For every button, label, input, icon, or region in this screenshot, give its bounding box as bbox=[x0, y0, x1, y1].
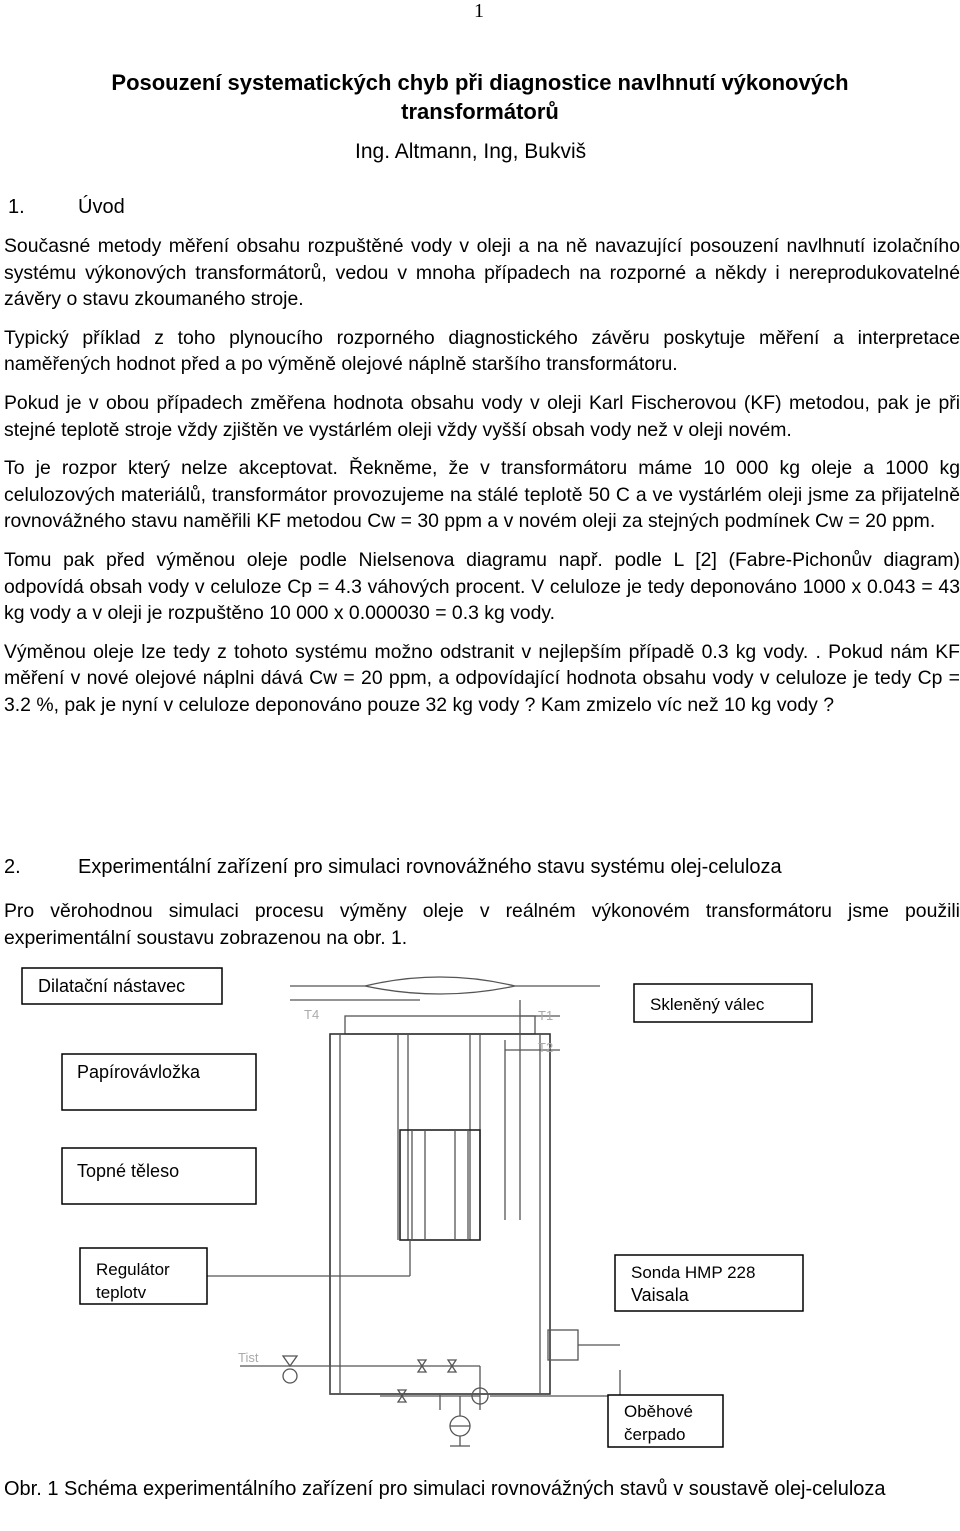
expansion-bulb bbox=[365, 977, 515, 994]
label-regulator: Regulátor bbox=[96, 1260, 170, 1279]
label-topne-teleso: Topné těleso bbox=[77, 1161, 180, 1181]
paragraph: Pro věrohodnou simulaci procesu výměny oleje v reálném výkonovém transformátoru jsme použili experimentální soustavu zobrazenou na obr. 1. bbox=[4, 900, 960, 949]
section-heading-2 bbox=[4, 856, 782, 879]
valve-wheel-icon bbox=[283, 1369, 297, 1383]
page-number: 1 bbox=[474, 0, 484, 22]
authors: Ing. Altmann, Ing, Bukviš bbox=[355, 140, 587, 163]
label-cerpadlo: čerpado bbox=[624, 1425, 686, 1444]
body-text-s2 bbox=[4, 898, 960, 963]
label-vaisala: Vaisala bbox=[631, 1285, 689, 1305]
body-text bbox=[4, 233, 960, 731]
tag-t4: T4 bbox=[304, 1007, 320, 1022]
paragraph: Současné metody měření obsahu rozpuštěné vody v oleji a na ně navazující posouzení navlhnutí izolačního systému výkonových transformátorů, vedou v mnoha případech na rozporné a někdy i nereprodukovatelné závěry o stavu zkoumaného stroje. bbox=[4, 235, 960, 311]
label-regulator-2: teplotv bbox=[96, 1283, 147, 1302]
glass-cylinder bbox=[330, 1034, 550, 1394]
tag-t1: T1 bbox=[538, 1008, 554, 1023]
figure-caption: Obr. 1 Schéma experimentálního zařízení pro simulaci rovnovážných stavů v soustavě olej-celuloza bbox=[4, 1478, 886, 1500]
paragraph: Tomu pak před výměnou oleje podle Nielsenova diagramu např. podle L [2] (Fabre-Pichonův diagram) odpovídá obsah vody v celuloze Cp = 4.3 váhových procent. V celuloze je tedy deponováno 1000 x 0.043 = 43 kg vody a v oleji je rozpuštěno 10 000 x 0.000030 = 0.3 kg vody. bbox=[4, 548, 960, 625]
paragraph: Typický příklad z toho plynoucího rozporného diagnostického závěru poskytuje měření a interpretace naměřených hodnot před a po výměně olejové náplně staršího transformátoru. bbox=[4, 326, 960, 376]
section-heading-1 bbox=[8, 196, 125, 219]
label-skleneny-valec: Skleněný válec bbox=[650, 995, 765, 1014]
section-title: Úvod bbox=[78, 196, 125, 218]
label-obehove: Oběhové bbox=[624, 1402, 693, 1421]
paragraph: Výměnou oleje lze tedy z tohoto systému možno odstranit v nejlepším případě 0.3 kg vody. . Pokud nám KF měření v nové olejové náplni dává Cw = 20 ppm, a odpovídající hodnota obsahu vody v celuloze je tedy Cp = 3.2 %, pak je nyní v celuloze deponováno pouze 32 kg vody ? Kam zmizelo víc než 10 kg vody ? bbox=[4, 640, 960, 716]
label-papirova-vlozka: Papírovávložka bbox=[77, 1062, 201, 1082]
tag-t2: T2 bbox=[538, 1040, 554, 1055]
paper-title: Posouzení systematických chyb při diagnostice navlhnutí výkonových transformátorů bbox=[111, 70, 849, 124]
section-number: 2. bbox=[4, 856, 21, 878]
tag-tist: Tist bbox=[238, 1350, 259, 1365]
lid bbox=[345, 1016, 535, 1034]
label-sonda: Sonda HMP 228 bbox=[631, 1263, 756, 1282]
apparatus-diagram bbox=[0, 960, 960, 1472]
label-dilatacni-nastavec: Dilatační nástavec bbox=[38, 976, 186, 996]
paragraph: To je rozpor který nelze akceptovat. Řekněme, že v transformátoru máme 10 000 kg oleje a 1000 kg celulozových materiálů, transformátor provozujeme na stálé teplotě 50 C a ve vystárlém oleji jsme za přijatelně rovnovážného stavu naměřili KF metodou Cw = 30 ppm a v novém oleji za stejných podmínek Cw = 20 ppm. bbox=[4, 457, 960, 533]
valve-icon bbox=[283, 1356, 297, 1366]
section-title: Experimentální zařízení pro simulaci rovnovážného stavu systému olej-celuloza bbox=[78, 856, 782, 878]
section-number: 1. bbox=[8, 196, 25, 218]
paragraph: Pokud je v obou případech změřena hodnota obsahu vody v oleji Karl Fischerovou (KF) metodou, pak je při stejné teplotě stroje vždy zjištěn ve vystárlém oleji vždy vyšší obsah vody než v oleji novém. bbox=[4, 391, 960, 441]
